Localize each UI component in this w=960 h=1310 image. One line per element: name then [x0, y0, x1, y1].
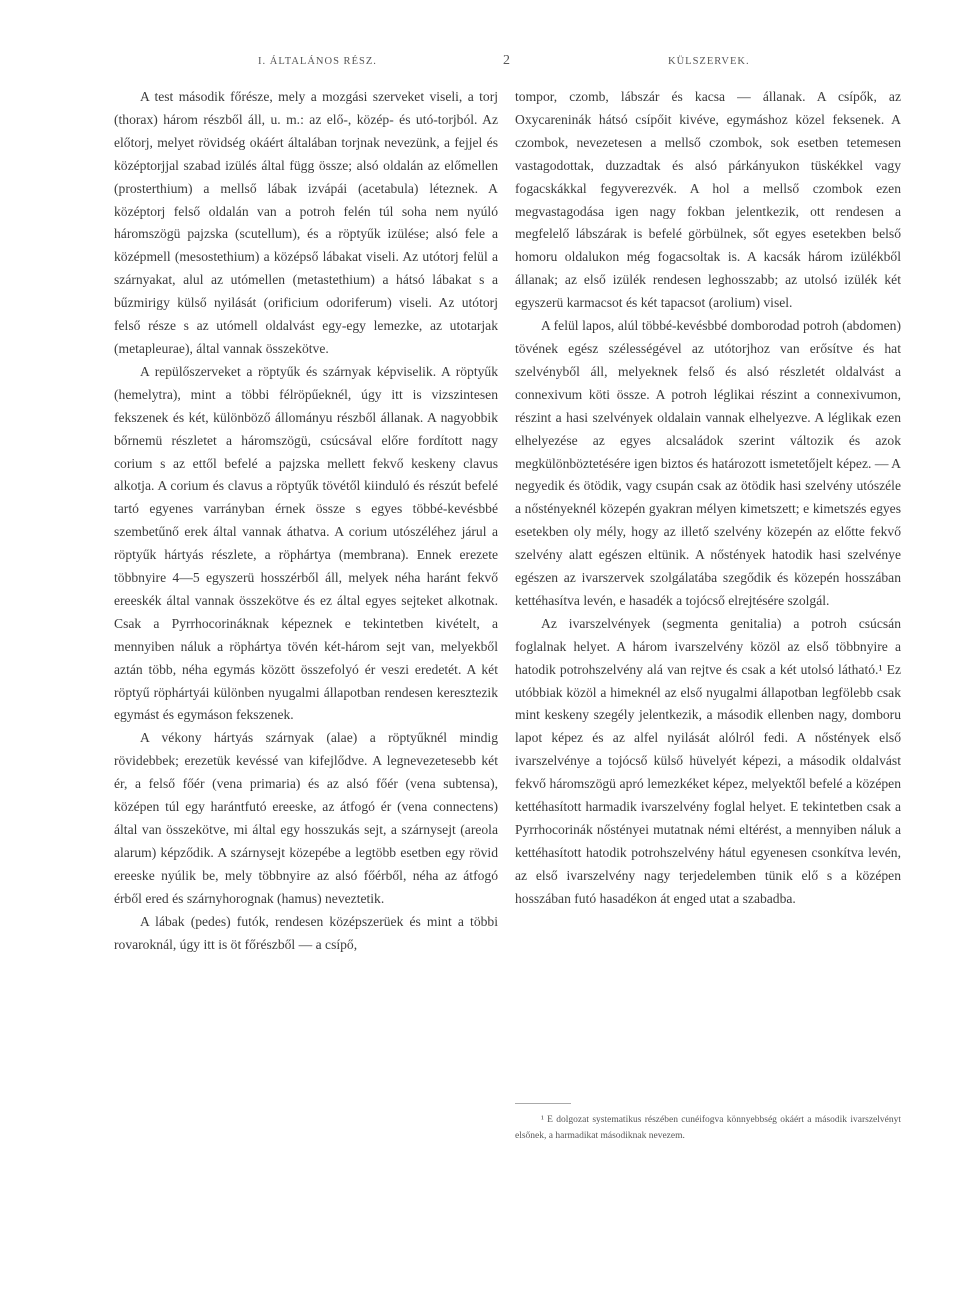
paragraph-wings: A vékony hártyás szárnyak (alae) a röptyűknél mindig rövidebbek; erezetük kevéssé van kifejlődve. A legnevezetesebb két ér, a felső főér (vena primaria) és az alsó főér (vena subtensa), középen túl egy harántfutó ereeske, az átfogó ér (vena connectens) által van összekötve, mi által egy hosszukás sejt, a szárnysejt (areola alarum) képződik. A szárnysejt közepébe a legtöbb esetben egy rövid ereeske nyúlik be, mely többnyire az alsó főérből, néha az átfogó érből ered és szárnyhorognak (hamus) neveztetik. — [114, 730, 498, 906]
paragraph-legs-continued: tompor, czomb, lábszár és kacsa — állanak. A csípők, az Oxycareninák hátsó csípőit kivéve, egymáshoz közel feksenek. A czombok, nevezetesen a mellső czombok, sok esetben tetemesen vastagodottak, duzzadtak és alsó párkányukon tüskékkel vagy fogacskákkal fegyverezvék. A hol a mellső czombok ezen megvastagodása igen nagy fokban jelentkezik, ott rendesen a megfelelő lábszárak is befelé görbülnek, sőt egyes esetekben belső homoru oldalukon még fogacsoltak is. A kacsák három izülékből állanak; az első izülék rendesen leghosszabb; az utolsó izülék két egyszerü karmacsot és két tapacsot (arolium) visel. — [515, 89, 901, 311]
paragraph-genital-segments: Az ivarszelvények (segmenta genitalia) a potroh csúcsán foglalnak helyet. A három ivarszelvény közöl az első többnyire a hatodik potrohszelvény alá van rejtve és csak a két utolsó látható.¹ Ez utóbbiak közöl a himeknél az első nyugalmi állapotban legfölebb csak mint keskeny szegély jelentkezik, a második ellenben nagy, domboru lapot képez és az alfel nyilását alólról fedi. A nőstények első ivarszelvénye a tojócső külső hüvelyét képezi, a második oldalvást fekvő háromszögü apró lemezkéket képez, melyektől befelé a középen kettéhasított harmadik ivarszelvény foglal helyet. E tekintetben csak a Pyrrhocorinák nőstényei mutatnak némi eltérést, a mennyiben náluk a kettéhasított hatodik potrohszelvény hátul egyenesen csonkítva levén, az első ivarszelvény nagy terjedelemben tünik elő s a középen hosszában futó hasadékon át enged utat a szabadba. — [515, 615, 901, 906]
paragraph-hemelytra: A repülőszerveket a röptyűk és szárnyak képviselik. A röptyűk (hemelytra), mint a többi félröpűeknél, úgy itt is vizszintesen fekszenek és két, különböző állományu részből állanak. A nagyobbik bőrnemü részletet a háromszögü, csúcsával előre fordított nagy corium s az ettől befelé a pajzska mellett fekvő keskeny clavus alkotja. A corium és clavus a röptyűk tövétől kiinduló és részút befelé tartó egyenes varrányban érnek össze s egyes többé-kevésbbé szembetűnő erek által vannak áthatva. A corium utószéléhez járul a röptyűk hártyás részlete, a röphártya (membrana). Ennek erezete többnyire 4—5 egyszerü hosszérből áll, melyek néha haránt fekvő ereeskék által vannak összekötve és ez által egyes sejteket alkotnak. Csak a Pyrrhocorináknak képeznek e tekintetben kivételt, a mennyiben náluk a röphártya tövén két-három sejt van, melyekből aztán több, néha egymás között összefolyó ér veszi eredetét. A két röptyű röphártyái különben nyugalmi állapotban rendesen keresztezik egymást és egymáson fekszenek. — [114, 363, 498, 723]
paragraph-thorax: A test második főrésze, mely a mozgási szerveket viseli, a torj (thorax) három részből áll, u. m.: az elő-, közép- és utó-torjból. Az előtorj, melyet rövidség okáért általában torjnak nevezünk, a fejjel és középtorjjal szabad izülés által függ össze; alsó oldalán az előmellen (prosterthium) a mellső lábak izvápái (acetabula) léteznek. A középtorj felső oldalán van a potroh felén túl soha nem nyúló háromszögü pajzska (scutellum), és a röptyűk izülése; alsó fele a középmell (mesostethium) a középső lábakat viseli. Az utótorj felül a szárnyakat, alul az utómellen (metastethium) a hátsó lábakat s a bűzmirigy külső nyilását (orificium odoriferum) viseli. Az utótorj felső része s az utómell oldalvást egy-egy lemezke, az utotarjak (metapleurae), által vannak összekötve. — [114, 89, 498, 356]
header-chapter-title: KÜLSZERVEK. — [668, 56, 750, 67]
paragraph-legs: A lábak (pedes) futók, rendesen középszerüek és mint a többi rovaroknál, úgy itt is öt főrészből — a csípő, — [114, 913, 498, 952]
page-number: 2 — [503, 53, 510, 68]
header-section-title: I. ÁLTALÁNOS RÉSZ. — [258, 56, 377, 67]
right-text-column — [515, 86, 901, 911]
footnote-divider — [515, 1103, 571, 1104]
paragraph-abdomen: A felül lapos, alúl többé-kevésbbé domborodad potroh (abdomen) tövének egész szélességével az utótorjhoz van erősítve és hat szelvényből áll, melyeknek felső és alsó részletét oldalvást a connexivum köti össze. A potroh léglikai részint a connexivumon, részint a hasi szelvények oldalain vannak elhelyezve. A léglikak ezen elhelyezése az egyes alcsaládok szerint változik és azok megkülönböztetésére igen biztos és határozott ismetetőjelt képez. — A negyedik és ötödik, vagy csupán csak az ötödik hasi szelvény utószéle a nőstényeknél közepén gyakran mélyen kimetszett; e kimetszés egyes esetekben oly mély, hogy az illető szelvény közepén az előtte fekvő szelvény alatt egészen eltünik. A nőstények hatodik hasi szelvénye egészen az ivarszervek szolgálatába szegődik és közepén hosszában kettéhasítva levén, e hasadék a tojócső elrejtésére szolgál. — [515, 318, 901, 608]
footnote — [515, 1112, 901, 1144]
left-text-column — [114, 86, 498, 956]
running-header — [0, 53, 960, 72]
footnote-text: ¹ E dolgozat systematikus részében cunéifogva könnyebbség okáért a második ivarszelvényt elsőnek, a harmadikat másodiknak nevezem. — [515, 1115, 901, 1141]
